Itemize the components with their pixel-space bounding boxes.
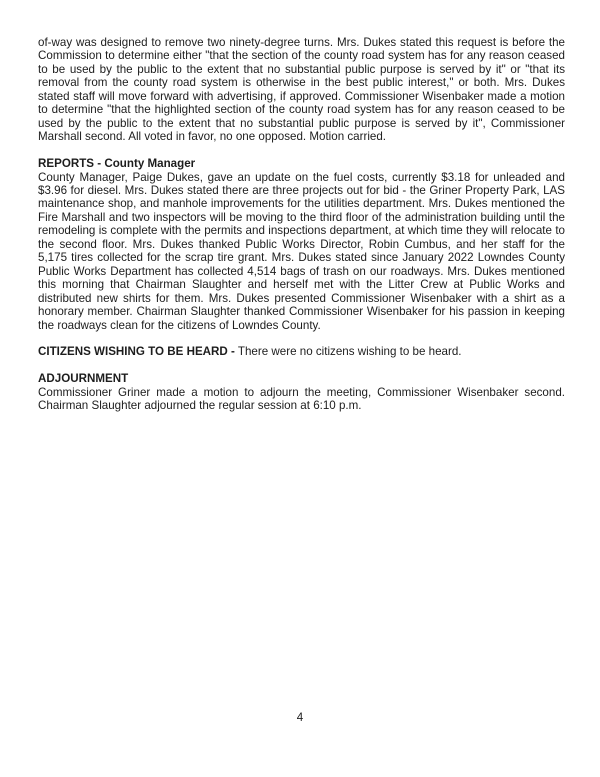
adjournment-paragraph: Commissioner Griner made a motion to adjourn the meeting, Commissioner Wisenbaker second. Chairman Slaughter adjourned the regular session at 6:10 p.m. bbox=[38, 385, 565, 413]
section-heading-adjournment: ADJOURNMENT bbox=[38, 372, 129, 386]
reports-county-manager-paragraph: County Manager, Paige Dukes, gave an update on the fuel costs, currently $3.18 for unleaded and $3.96 for diesel. Mrs. Dukes stated there are three projects out for bid - the Griner Property Park, LAS maintenance shop, and manhole improvements for the utilities department. Mrs. Dukes mentioned the Fire Marshall and two inspectors will be moving to the third floor of the administration building until the remodeling is complete with the permits and inspections department, at which time they will relocate to the second floor. Mrs. Dukes thanked Public Works Director, Robin Cumbus, and her staff for the 5,175 tires collected for the scrap tire grant. Mrs. Dukes stated since January 2022 Lowndes County Public Works Department has collected 4,514 bags of trash on our roadways. Mrs. Dukes mentioned this morning that Chairman Slaughter and herself met with the Litter Crew at Public Works and distributed new shirts for them. Mrs. Dukes presented Commissioner Wisenbaker with a shirt as a honorary member. Chairman Slaughter thanked Commissioner Wisenbaker for his passion in keeping the roadways clean for the citizens of Lowndes County. bbox=[38, 170, 565, 332]
citizens-wishing-to-be-heard-line bbox=[38, 345, 565, 358]
document-body bbox=[38, 36, 565, 413]
citizens-text: There were no citizens wishing to be heard. bbox=[237, 345, 462, 359]
section-heading-citizens: CITIZENS WISHING TO BE HEARD - bbox=[38, 345, 235, 359]
section-heading-reports-county-manager: REPORTS - County Manager bbox=[38, 157, 196, 171]
road-abandonment-continuation-paragraph: of-way was designed to remove two ninety-degree turns. Mrs. Dukes stated this request is before the Commission to determine either "that the section of the county road system has for any reason ceased to be used by the public to the extent that no substantial public purpose is served by it" or "that its removal from the county road system is otherwise in the best public interest," or both. Mrs. Dukes stated staff will move forward with advertising, if approved. Commissioner Wisenbaker made a motion to determine "that the highlighted section of the county road system has for any reason ceased to be used by the public to the extent that no substantial public purpose is served by it", Commissioner Marshall second. All voted in favor, no one opposed. Motion carried. bbox=[38, 36, 565, 144]
page-number: 4 bbox=[296, 711, 304, 724]
